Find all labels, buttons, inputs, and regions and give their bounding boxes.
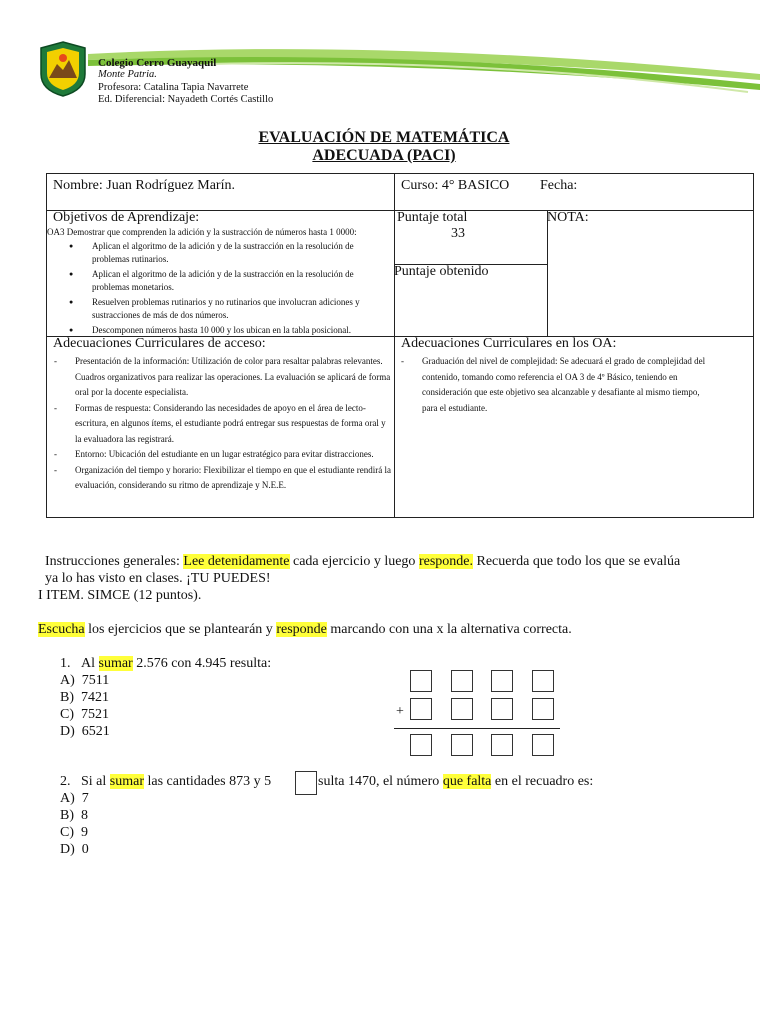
- digit-box[interactable]: [491, 734, 513, 756]
- digit-box[interactable]: [410, 698, 432, 720]
- oa-list: [394, 354, 706, 416]
- school-name: Colegio Cerro Guayaquil: [98, 57, 217, 69]
- total-score-value: 33: [451, 226, 465, 241]
- question-2-cont: sulta 1470, el número que falta en el recuadro es:: [318, 774, 594, 789]
- general-instructions: Instrucciones generales: Lee detenidamente cada ejercicio y luego responde. Recuerda que todo los que se evalúa: [45, 554, 681, 569]
- access-item: - Presentación de la información: Utilización de color para resaltar palabras relevantes. Cuadros organizativos para realizar las operaciones. La evaluación se aplicará de forma oral por la docente especialista.: [47, 354, 391, 401]
- exam-subtitle: ADECUADA (PACI): [312, 147, 456, 164]
- date-label: Fecha:: [540, 178, 578, 193]
- school-logo: [37, 40, 89, 98]
- student-name: Nombre: Juan Rodríguez Marín.: [53, 178, 235, 193]
- digit-box[interactable]: [410, 734, 432, 756]
- digit-box[interactable]: [532, 698, 554, 720]
- oa-item: - Graduación del nivel de complejidad: Se adecuará el grado de complejidad del contenido, tomando como referencia el OA 3 de 4º Básico, teniendo en consideración que este objetivo sea alcanzable y desafiante al mismo tiempo, para el estudiante.: [394, 354, 706, 416]
- general-instructions-line2: ya lo has visto en clases. ¡TU PUEDES!: [45, 571, 271, 586]
- grade-label: NOTA:: [547, 210, 589, 225]
- digit-box[interactable]: [410, 670, 432, 692]
- access-list: [47, 354, 391, 494]
- access-title: Adecuaciones Curriculares de acceso:: [53, 336, 266, 351]
- access-item: - Formas de respuesta: Considerando las necesidades de apoyo en el área de lecto-escritura, en algunos ítems, el estudiante podrá entregar sus respuestas de forma oral y la evaluadora las registrará.: [47, 401, 391, 448]
- q1-option-c[interactable]: C) 7521: [60, 707, 109, 722]
- q1-option-b[interactable]: B) 7421: [60, 690, 109, 705]
- differential-teacher: Ed. Diferencial: Nayadeth Cortés Castillo: [98, 94, 274, 105]
- objective-item: ● Aplican el algoritmo de la adición y de la sustracción en la resolución de problemas rutinarios.: [47, 240, 393, 266]
- digit-box[interactable]: [451, 670, 473, 692]
- item-instructions: Escucha los ejercicios que se plantearán y responde marcando con una x la alternativa correcta.: [38, 622, 572, 637]
- objectives-title: Objetivos de Aprendizaje:: [53, 210, 200, 225]
- obtained-score-label: Puntaje obtenido: [394, 264, 489, 279]
- digit-box[interactable]: [491, 698, 513, 720]
- item-title: I ITEM. SIMCE (12 puntos).: [38, 588, 202, 603]
- q2-option-a[interactable]: A) 7: [60, 791, 89, 806]
- q1-option-d[interactable]: D) 6521: [60, 724, 110, 739]
- teacher-name: Profesora: Catalina Tapia Navarrete: [98, 82, 249, 93]
- digit-box[interactable]: [532, 670, 554, 692]
- q2-option-d[interactable]: D) 0: [60, 842, 89, 857]
- question-2: 2. Si al sumar las cantidades 873 y 5: [60, 774, 272, 789]
- sum-line: [394, 728, 560, 729]
- objectives-intro: OA3 Demostrar que comprenden la adición y la sustracción de números hasta 1 0000:: [47, 227, 357, 237]
- town-name: Monte Patria.: [98, 69, 157, 80]
- digit-box[interactable]: [451, 698, 473, 720]
- objective-item: ● Descomponen números hasta 10 000 y los ubican en la tabla posicional.: [47, 324, 393, 337]
- objective-item: ● Resuelven problemas rutinarios y no rutinarios que involucran adiciones y sustracciones de más de dos números.: [47, 296, 393, 322]
- access-item: - Organización del tiempo y horario: Flexibilizar el tiempo en que el estudiante rendirá la evaluación, considerando su ritmo de aprendizaje y N.E.E.: [47, 463, 391, 494]
- access-item: - Entorno: Ubicación del estudiante en un lugar estratégico para evitar distracciones.: [47, 447, 391, 463]
- missing-number-box[interactable]: [295, 771, 317, 795]
- objectives-list: [47, 240, 393, 337]
- digit-box[interactable]: [451, 734, 473, 756]
- q2-option-b[interactable]: B) 8: [60, 808, 88, 823]
- addition-grid: [394, 668, 564, 760]
- objective-item: ● Aplican el algoritmo de la adición y de la sustracción en la resolución de problemas monetarios.: [47, 268, 393, 294]
- q2-option-c[interactable]: C) 9: [60, 825, 88, 840]
- student-info-table: [46, 173, 754, 518]
- total-score-label: Puntaje total: [397, 210, 468, 225]
- course-label: Curso: 4° BASICO: [401, 178, 510, 193]
- plus-sign: +: [396, 704, 404, 719]
- digit-box[interactable]: [491, 670, 513, 692]
- digit-box[interactable]: [532, 734, 554, 756]
- q1-option-a[interactable]: A) 7511: [60, 673, 110, 688]
- oa-title: Adecuaciones Curriculares en los OA:: [401, 336, 617, 351]
- exam-title: EVALUACIÓN DE MATEMÁTICA: [258, 129, 510, 146]
- question-1: 1. Al sumar 2.576 con 4.945 resulta:: [60, 656, 272, 671]
